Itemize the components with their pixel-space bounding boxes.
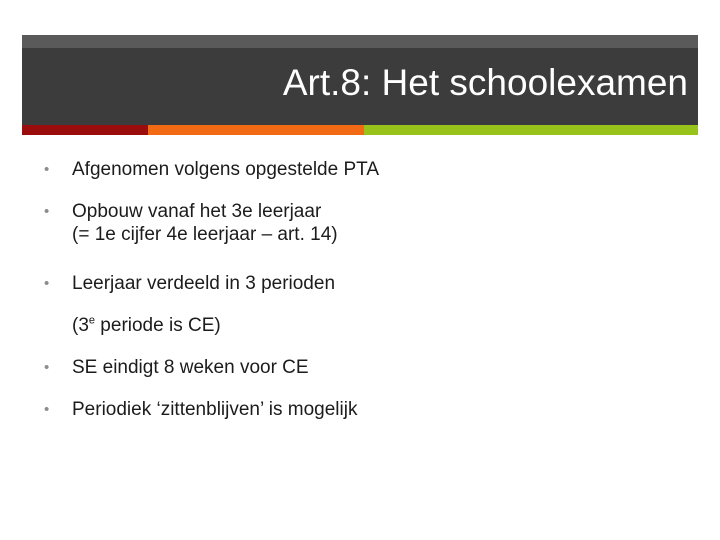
note-prefix: (3 bbox=[72, 315, 89, 336]
bullet-dot-icon: • bbox=[44, 359, 50, 376]
bullet-dot-icon: • bbox=[44, 161, 50, 178]
bullet-dot-icon: • bbox=[44, 203, 50, 220]
bullet-note-text bbox=[72, 314, 221, 337]
accent-bar-red-segment bbox=[22, 125, 148, 135]
bullet-text-continuation: (= 1e cijfer 4e leerjaar – art. 14) bbox=[72, 224, 338, 245]
title-band-top-line bbox=[22, 35, 698, 48]
note-superscript: e bbox=[88, 314, 96, 327]
accent-bar-orange-segment bbox=[148, 125, 364, 135]
bullet-dot-icon: • bbox=[44, 401, 50, 418]
bullet-text: Leerjaar verdeeld in 3 perioden bbox=[72, 273, 336, 294]
accent-color-bar bbox=[22, 125, 698, 135]
bullet-text: Opbouw vanaf het 3e leerjaar bbox=[72, 201, 322, 222]
slide-title: Art.8: Het schoolexamen bbox=[282, 62, 688, 103]
title-band bbox=[22, 35, 698, 125]
note-suffix: periode is CE) bbox=[95, 315, 221, 336]
bullet-text: SE eindigt 8 weken voor CE bbox=[72, 357, 309, 378]
accent-bar-green-segment bbox=[364, 125, 698, 135]
bullet-text: Afgenomen volgens opgestelde PTA bbox=[72, 159, 380, 180]
bullet-dot-icon: • bbox=[44, 275, 50, 292]
bullet-text: Periodiek ‘zittenblijven’ is mogelijk bbox=[72, 399, 358, 420]
